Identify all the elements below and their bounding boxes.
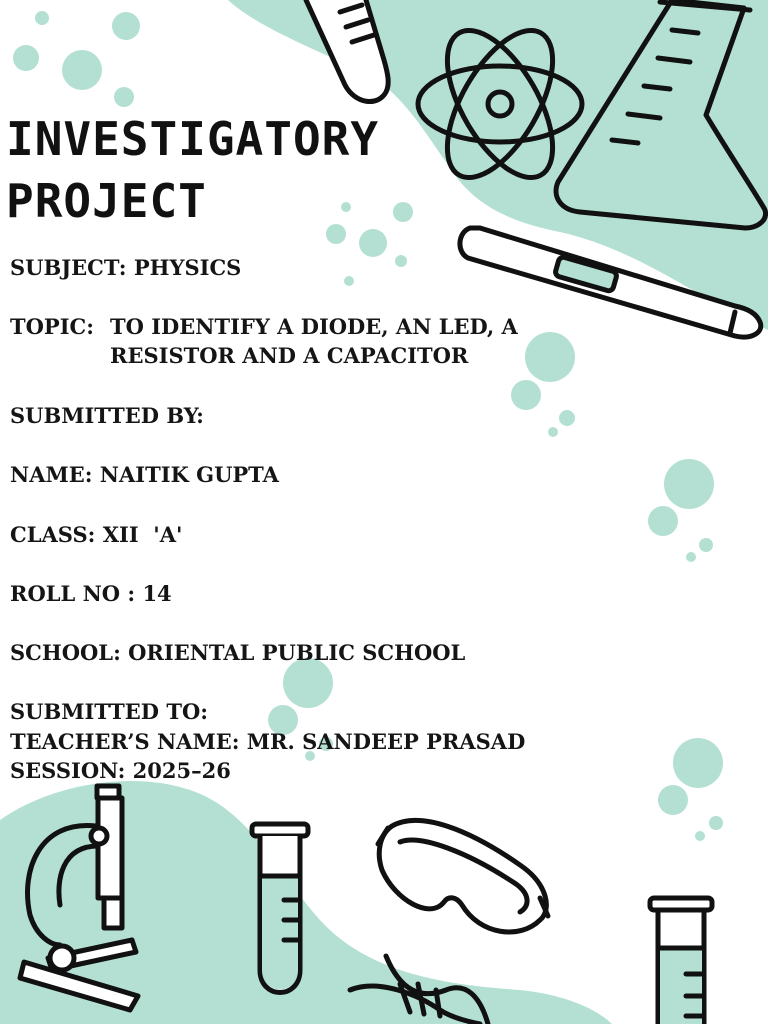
goggles-icon bbox=[378, 820, 548, 932]
teacher-name: TEACHER’S NAME: MR. SANDEEP PRASAD bbox=[10, 729, 526, 754]
student-name: NAME: NAITIK GUPTA bbox=[10, 462, 279, 487]
title-line-1: INVESTIGATORY bbox=[6, 112, 380, 166]
roll-number: ROLL NO : 14 bbox=[10, 581, 172, 606]
project-title bbox=[6, 108, 379, 232]
test-tube-icon bbox=[252, 824, 308, 993]
subject-line: SUBJECT: PHYSICS bbox=[10, 255, 242, 280]
session: SESSION: 2025–26 bbox=[10, 758, 231, 783]
submitted-by-heading: SUBMITTED BY: bbox=[10, 403, 204, 428]
test-tube-icon bbox=[650, 898, 712, 1024]
student-class: CLASS: XII 'A' bbox=[10, 522, 183, 547]
submitted-to-heading: SUBMITTED TO: bbox=[10, 699, 209, 724]
topic-value: TO IDENTIFY A DIODE, AN LED, A RESISTOR AND A CAPACITOR bbox=[110, 314, 518, 368]
topic-label: TOPIC: bbox=[10, 314, 94, 339]
school-name: SCHOOL: ORIENTAL PUBLIC SCHOOL bbox=[10, 640, 466, 665]
title-line-2: PROJECT bbox=[6, 174, 207, 228]
